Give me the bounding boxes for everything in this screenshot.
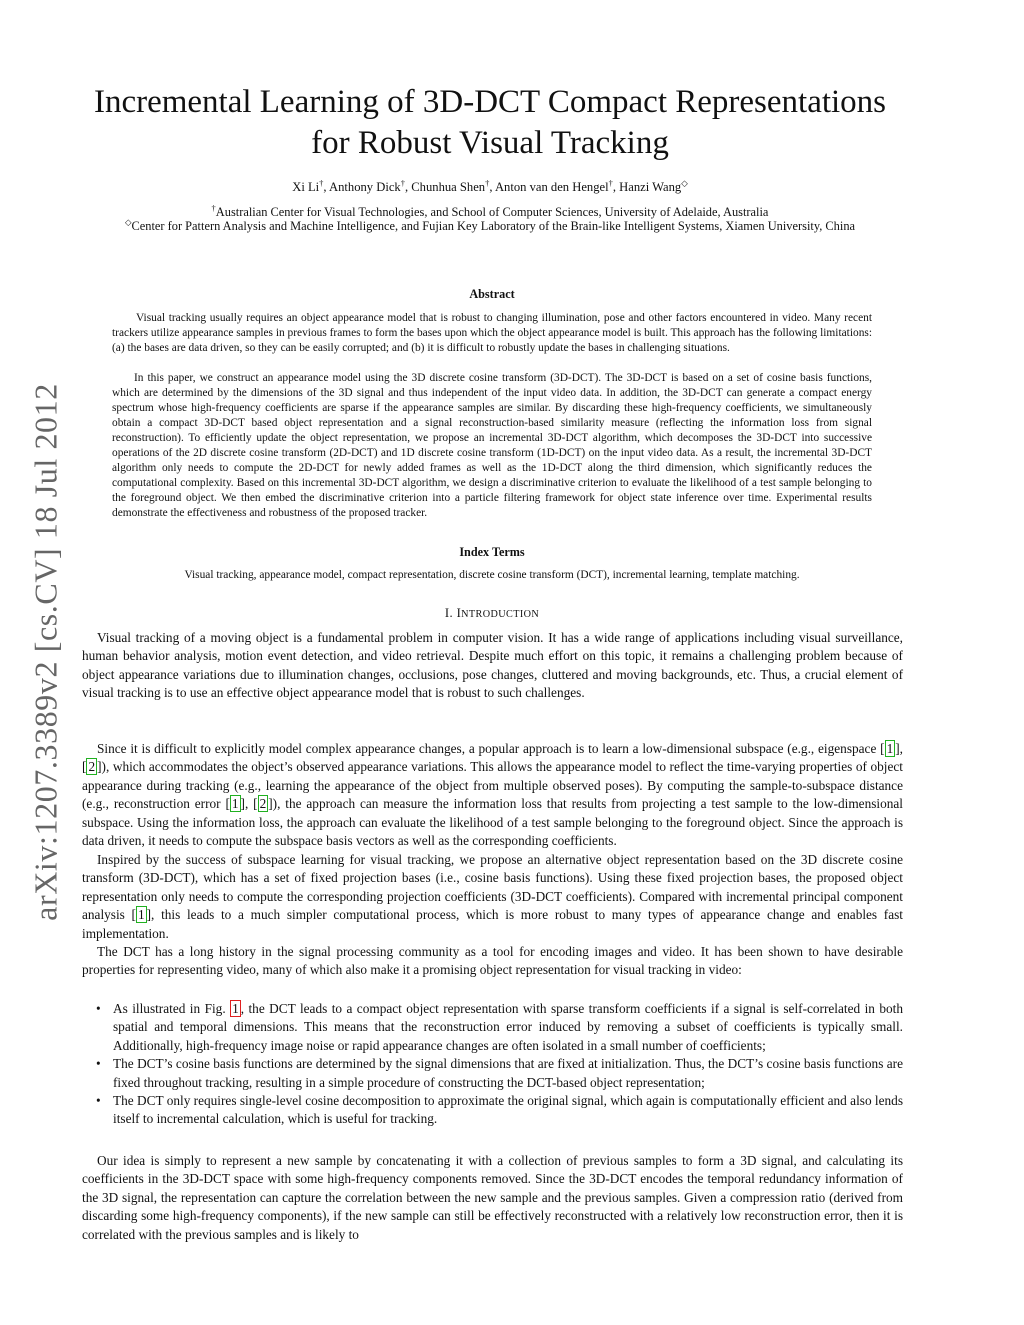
citation-link[interactable]: 2 [88, 759, 96, 775]
citation-link[interactable]: 1 [231, 796, 239, 812]
author-mark: † [400, 177, 405, 188]
citation-link[interactable]: 2 [259, 796, 267, 812]
text-run: ]), which accommodates the object’s observed appearance variations. This allows the appearance model to reflect the time-varying properties of object appearance during tracking (e.g., learning the appearance of the object from multiple observed poses). By computing the sample-to-subspace distance (e.g., reconstruction error [ [82, 759, 903, 812]
text-run: Inspired by the success of subspace learning for visual tracking, we propose an alternative object representation based on the 3D discrete cosine transform (3D-DCT), which has a set of fixed projection bases (i.e., cosine basis functions). Using these fixed projection bases, the proposed object representation only needs to compute the corresponding projection coefficients (3D-DCT coefficients). Compared with incremental principal component analysis [ [82, 852, 903, 923]
affiliation-text: Center for Pattern Analysis and Machine Intelligence, and Fujian Key Laboratory of the Brain-like Intelligent Systems, Xiamen University, China [131, 219, 856, 233]
intro-paragraph-1: Visual tracking of a moving object is a fundamental problem in computer vision. It has a wide range of applications including visual surveillance, human behavior analysis, motion event detection, and video retrieval. Despite much effort on this topic, it remains a challenging problem because of object appearance variations due to illumination changes, occlusions, pose changes, cluttered and moving backgrounds, etc. Thus, a crucial element of visual tracking is to use an effective object appearance model that is robust to such challenges. [82, 630, 903, 701]
abstract-heading: Abstract [469, 287, 515, 301]
author-mark: ◇ [681, 177, 688, 188]
figure-link[interactable]: 1 [232, 1001, 239, 1016]
bullet-list [82, 1000, 903, 1129]
author-name: Chunhua Shen [411, 180, 486, 194]
abstract-paragraph-1 [112, 311, 872, 356]
title-line-2: for Robust Visual Tracking [311, 125, 669, 161]
text-run: , the DCT leads to a compact object representation with sparse transform coefficients if a signal is self-correlated in both spatial and temporal dimensions. This means that the reconstruction error induced by removing a subset of coefficients is typically small. Additionally, high-frequency image noise or rapid appearance changes are often isolated in a small number of coefficients; [113, 1001, 903, 1053]
section-title-rest: NTRODUCTION [461, 609, 540, 620]
abstract-paragraph-2 [112, 371, 872, 521]
text-run: ]), the approach can measure the information loss that results from projecting a test sample to the low-dimensional subspace. Using the information loss, the approach can evaluate the likelihood of a test sample belonging to the foreground object. Since the approach is data driven, it needs to compute the subspace basis vectors as well as the corresponding coefficients. [82, 796, 903, 849]
abstract-text-1: Visual tracking usually requires an object appearance model that is robust to changing illumination, pose and other factors encountered in video. Many recent trackers utilize appearance samples in previous frames to form the bases upon which the object appearance model is built. This approach has the following limitations: (a) the bases are data driven, so they can be easily corrupted; and (b) it is difficult to robustly update the bases in challenging situations. [112, 312, 872, 354]
text-run: ], [ [240, 796, 258, 812]
title-line-1: Incremental Learning of 3D-DCT Compact Representations [93, 84, 887, 120]
intro-paragraph-2 [82, 740, 903, 850]
author-name: Xi Li [292, 180, 320, 194]
list-item [82, 1055, 903, 1092]
author-mark: † [319, 177, 324, 188]
author-list: Xi Li†, Anthony Dick†, Chunhua Shen†, Anton van den Hengel†, Hanzi Wang◇ [292, 177, 688, 194]
intro-paragraph-5: Our idea is simply to represent a new sample by concatenating it with a collection of previous samples to form a 3D signal, and calculating its coefficients in the 3D-DCT space with some high-frequency components removed. Since the 3D-DCT encodes the temporal redundancy information of the 3D signal, the representation can capture the correlation between the new sample and the previous samples. Given a compression ratio (derived from discarding some high-frequency components), if the new sample can still be effectively reconstructed with a relatively low reconstruction error, then it is correlated with the previous samples and is likely to [82, 1153, 903, 1242]
section-title-initial: I [456, 606, 462, 620]
author-name: Anton van den Hengel [494, 180, 609, 194]
abstract-text-2: In this paper, we construct an appearance model using the 3D discrete cosine transform (3D-DCT). The 3D-DCT is based on a set of cosine basis functions, which are determined by the dimensions of the 3D signal and thus independent of the input video data. In addition, the 3D-DCT can generate a compact energy spectrum whose high-frequency coefficients are sparse if the appearance samples are similar. By discarding these high-frequency coefficients, we simultaneously obtain a compact 3D-DCT based object representation and a signal reconstruction-based similarity measure (reflecting the information loss from signal reconstruction). To efficiently update the object representation, we propose an incremental 3D-DCT algorithm, which decomposes the 3D-DCT into successive operations of the 2D discrete cosine transform (2D-DCT) and 1D discrete cosine transform (1D-DCT) on the input video data. As a result, the incremental 3D-DCT algorithm only needs to compute the 2D-DCT for newly added frames as well as the 1D-DCT along the third dimension, which significantly reduces the computational complexity. Based on this incremental 3D-DCT algorithm, we design a discriminative criterion to evaluate the likelihood of a test sample belonging to the foreground object. We then embed the discriminative criterion into a particle filtering framework for object state inference over time. Experimental results demonstrate the effectiveness and robustness of the proposed tracker. [112, 372, 872, 519]
citation-link[interactable]: 1 [886, 741, 894, 756]
bullet-icon: • [96, 1001, 101, 1016]
citation-link[interactable]: 1 [137, 907, 145, 923]
paper-title [70, 82, 910, 164]
section-heading [82, 606, 902, 621]
intro-paragraph-4: The DCT has a long history in the signal processing community as a tool for encoding images and video. It has been shown to have desirable properties for representing video, many of which also make it a promising object representation for visual tracking in video: [82, 944, 903, 978]
index-terms-heading: Index Terms [459, 545, 525, 559]
arxiv-identifier[interactable]: arXiv:1207.3389v2 [cs.CV] 18 Jul 2012 [27, 383, 64, 921]
author-mark: † [608, 177, 613, 188]
text-run: ], this leads to a much simpler computational process, which is more robust to many types of appearance change and enables fast implementation. [82, 907, 903, 941]
text-run: The DCT’s cosine basis functions are determined by the signal dimensions that are fixed at initialization. Thus, the DCT’s cosine basis functions are fixed throughout tracking, resulting in a simple procedure of constructing the DCT-based object representation; [113, 1056, 903, 1090]
text-run: Since it is difficult to explicitly model complex appearance changes, a popular approach is to learn a low-dimensional subspace (e.g., eigenspace [ [97, 741, 885, 756]
text-run: As illustrated in Fig. [113, 1001, 231, 1016]
affiliation-text: Australian Center for Visual Technologies, and School of Computer Sciences, University of Adelaide, Australia [215, 205, 769, 219]
bullet-icon: • [96, 1093, 101, 1109]
affiliation-2 [60, 218, 920, 234]
author-name: Hanzi Wang [619, 180, 682, 194]
bullet-icon: • [96, 1056, 101, 1072]
text-run: ], [ [82, 741, 903, 775]
text-run: The DCT only requires single-level cosine decomposition to approximate the original signal, which again is computationally efficient and also lends itself to incremental calculation, which is useful for tracking. [113, 1093, 903, 1127]
author-name: Anthony Dick [329, 180, 401, 194]
intro-paragraph-3 [82, 851, 903, 943]
list-item [82, 1092, 903, 1129]
list-item [82, 1000, 903, 1055]
author-mark: † [485, 177, 490, 188]
affiliation-mark: ◇ [124, 216, 132, 227]
section-number: I. [444, 606, 453, 620]
index-terms-text: Visual tracking, appearance model, compact representation, discrete cosine transform (DCT), incremental learning, template matching. [184, 569, 800, 581]
affiliation-mark: † [211, 202, 216, 213]
